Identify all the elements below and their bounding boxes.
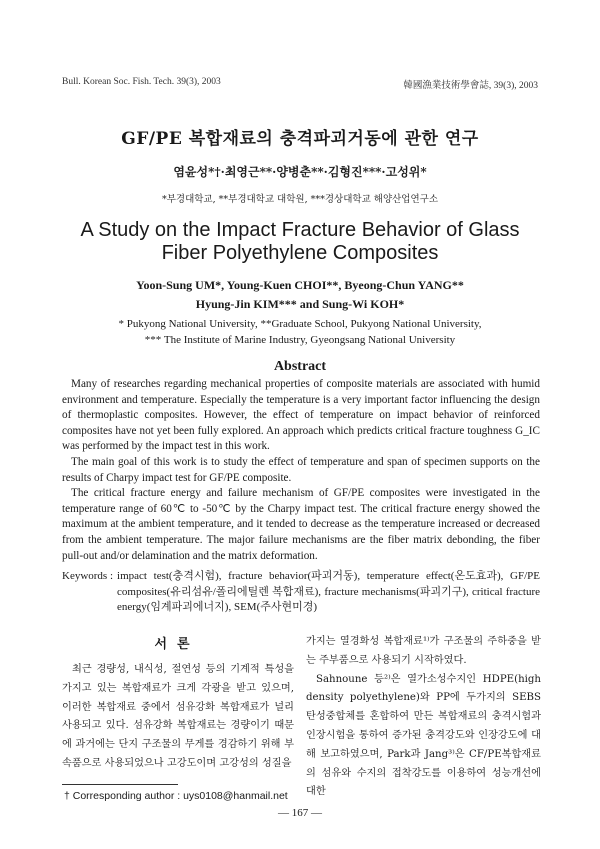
keywords-label: Keywords : <box>62 570 114 582</box>
title-english-line1: A Study on the Impact Fracture Behavior of Glass <box>80 219 520 241</box>
affiliations-english-line2: *** The Institute of Marine Industry, Gyeongsang National University <box>144 334 456 346</box>
corresponding-author-footnote: † Corresponding author : uys0108@hanmail.net <box>64 790 288 802</box>
abstract-paragraph-3: The critical fracture energy and failure mechanism of GF/PE composites were investigated in the temperature range of 60℃ to -50℃ by the Charpy impact test. The critical fracture energy showed the maximum at the ambient temperature, and it tended to decrease as the temperature increased or decreased from the ambient temperature. The major failure mechanisms are the fiber matrix debonding, the fiber pull-out and/or delamination and the matrix deformation. <box>62 487 540 562</box>
page-number: — 167 — <box>278 807 322 819</box>
intro-paragraph-1-continued: 가지는 열경화성 복합재료¹⁾가 구조물의 주하중을 받는 주부품으로 사용되기 시작하였다. <box>306 636 541 666</box>
journal-citation-left: Bull. Korean Soc. Fish. Tech. 39(3), 2003 <box>62 77 221 87</box>
intro-paragraph-2: Sahnoune 등²⁾은 열가소성수지인 HDPE(high density polyethylene)와 PP에 두가지의 SEBS 탄성중합체를 혼합하여 만든 복합재료의 충격시험과 인장시험을 통하여 증가된 충격강도와 인장강도에 대해 보고하였으며, Park과 Jang³⁾은 CF/PE복합재료의 섬유와 수지의 접착강도를 이용하여 성능개선에 대한 <box>306 673 541 798</box>
keywords-text: impact test(충격시험), fracture behavior(파괴거동), temperature effect(온도효과), GF/PE composites(유리섬유/폴리에틸렌 복합재료), fracture mechanisms(파괴기구), critical fracture energy(임계파괴에너지), SEM(주사현미경) <box>117 570 540 613</box>
section-heading-introduction: 서론 <box>154 637 200 652</box>
affiliations-english <box>40 316 560 348</box>
abstract-body <box>62 377 540 564</box>
authors-english-line2: Hyung-Jin KIM*** and Sung-Wi KOH* <box>195 297 405 311</box>
journal-citation-right: 韓國漁業技術學會誌, 39(3), 2003 <box>403 81 538 91</box>
title-korean: GF/PE 복합재료의 충격파괴거동에 관한 연구 <box>121 129 479 149</box>
intro-paragraph-1: 최근 경량성, 내식성, 절연성 등의 기계적 특성을 가지고 있는 복합재료가 크게 각광을 받고 있으며, 이러한 복합재료 중에서 섬유강화 복합재료가 널리 사용되고 있다. 섬유강화 복합재료는 경량이기 때문에 과거에는 단지 구조물의 무게를 경감하기 위해 부속품으로 사용되었으나 고강도이며 고강성의 성질을 <box>62 664 294 769</box>
authors-english <box>40 276 560 314</box>
affiliations-korean: *부경대학교, **부경대학교 대학원, ***경상대학교 해양산업연구소 <box>161 194 439 205</box>
body-column-right <box>306 633 541 802</box>
keywords <box>62 569 540 616</box>
body-column-left <box>62 661 294 774</box>
title-english-line2: Fiber Polyethylene Composites <box>161 242 439 264</box>
abstract-heading: Abstract <box>273 359 327 374</box>
authors-english-line1: Yoon-Sung UM*, Young-Kuen CHOI**, Byeong-Chun YANG** <box>136 278 464 292</box>
affiliations-english-line1: * Pukyong National University, **Graduate School, Pukyong National University, <box>118 318 482 330</box>
title-english <box>40 219 560 265</box>
authors-korean: 염윤성*†·최영근**·양병춘**·김형진***·고성위* <box>173 165 427 179</box>
footnote-divider <box>62 784 178 785</box>
abstract-paragraph-2: The main goal of this work is to study the effect of temperature and span of specimen supports on the results of Charpy impact test for GF/PE composite. <box>62 455 540 484</box>
abstract-paragraph-1: Many of researches regarding mechanical properties of composite materials are associated with humid environment and temperature. Especially the temperature is a very important factor influencing the design of thermoplastic composites. However, the effect of temperature on impact behavior of reinforced composites have not yet been fully explored. An approach which predicts critical fracture toughness G_IC was performed by the impact test in this work. <box>62 378 540 453</box>
